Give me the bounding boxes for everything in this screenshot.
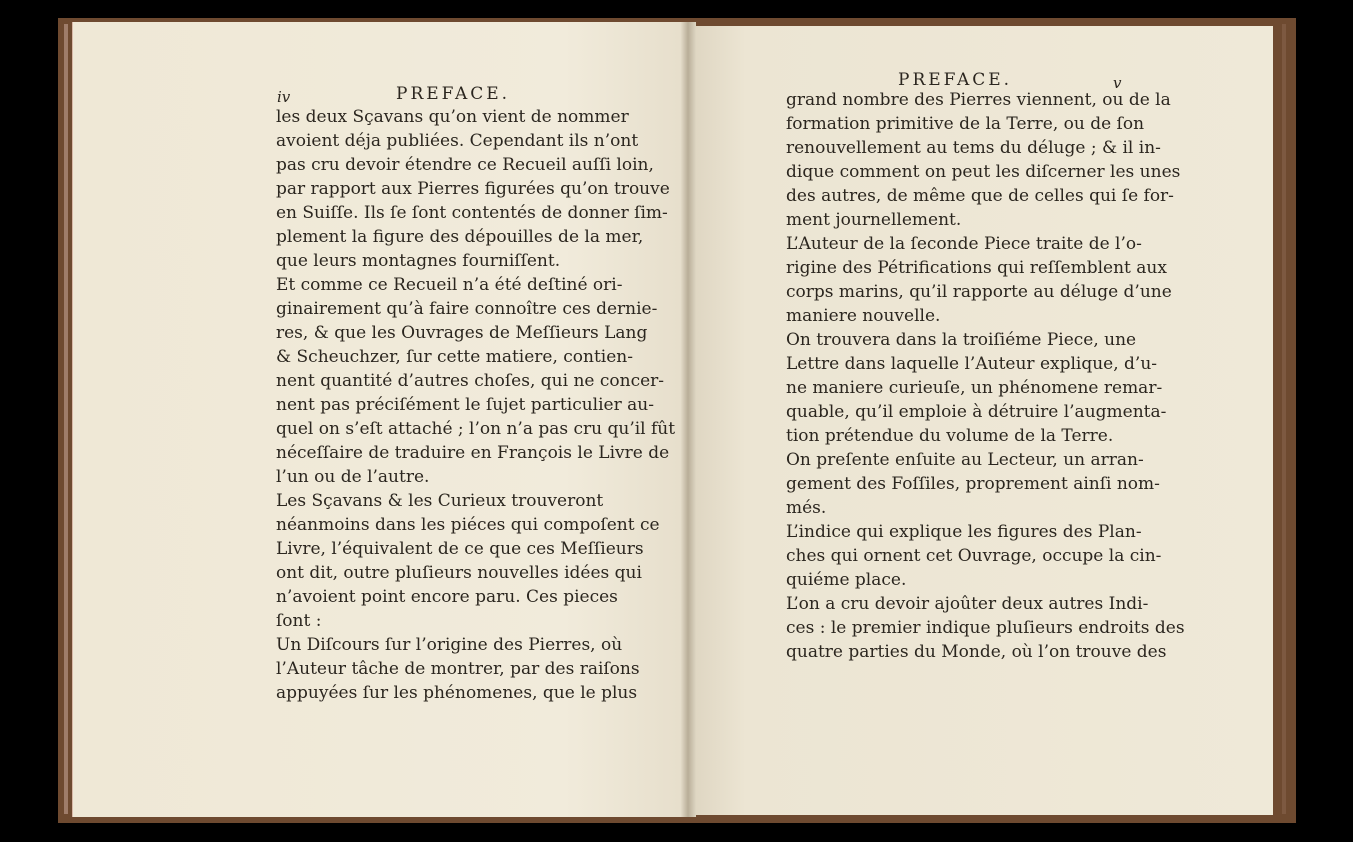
- text-line: ment journellement.: [786, 210, 962, 230]
- left-running-head: PREFACE.: [396, 84, 511, 104]
- text-line: Les Sçavans & les Curieux trouveront: [276, 491, 604, 511]
- text-line: maniere nouvelle.: [786, 306, 941, 326]
- text-line: ont dit, outre pluſieurs nouvelles idées qui: [276, 563, 642, 583]
- text-line: par rapport aux Pierres figurées qu’on trouve: [276, 179, 670, 199]
- text-line: més.: [786, 498, 827, 518]
- text-line: tion prétendue du volume de la Terre.: [786, 426, 1114, 446]
- text-line: en Suiſſe. Ils ſe ſont contentés de donner ſim-: [276, 203, 668, 223]
- text-line: Un Diſcours ſur l’origine des Pierres, où: [276, 635, 623, 655]
- right-running-head: PREFACE.: [898, 70, 1013, 90]
- text-line: des autres, de même que de celles qui ſe for-: [786, 186, 1174, 206]
- text-line: n’avoient point encore paru. Ces pieces: [276, 587, 618, 607]
- text-line: rigine des Pétrifications qui reſſemblent aux: [786, 258, 1167, 278]
- text-line: gement des Foſſiles, proprement ainſi nom-: [786, 474, 1160, 494]
- text-line: dique comment on peut les diſcerner les unes: [786, 162, 1181, 182]
- text-line: L’Auteur de la ſeconde Piece traite de l’o-: [786, 234, 1142, 254]
- text-line: néanmoins dans les piéces qui compoſent ce: [276, 515, 660, 535]
- page-edge-stack: [64, 24, 68, 814]
- text-line: plement la figure des dépouilles de la mer,: [276, 227, 644, 247]
- text-line: ginairement qu’à faire connoître ces dernie-: [276, 299, 658, 319]
- text-line: ſont :: [276, 611, 322, 631]
- text-line: res, & que les Ouvrages de Meſſieurs Lang: [276, 323, 648, 343]
- text-line: Et comme ce Recueil n’a été deſtiné ori-: [276, 275, 623, 295]
- text-line: quatre parties du Monde, où l’on trouve des: [786, 642, 1167, 662]
- text-line: avoient déja publiées. Cependant ils n’ont: [276, 131, 639, 151]
- text-line: ches qui ornent cet Ouvrage, occupe la cin-: [786, 546, 1162, 566]
- text-line: l’un ou de l’autre.: [276, 467, 430, 487]
- text-line: nent pas préciſément le ſujet particulier au-: [276, 395, 654, 415]
- text-line: pas cru devoir étendre ce Recueil auſſi loin,: [276, 155, 654, 175]
- text-line: nent quantité d’autres choſes, qui ne concer-: [276, 371, 665, 391]
- book-gutter: [680, 22, 696, 817]
- text-line: L’indice qui explique les figures des Plan-: [786, 522, 1142, 542]
- text-line: ces : le premier indique pluſieurs endroits des: [786, 618, 1185, 638]
- page-edge-stack-right: [1282, 24, 1286, 814]
- text-line: quiéme place.: [786, 570, 907, 590]
- right-folio: v: [1113, 74, 1122, 92]
- text-line: corps marins, qu’il rapporte au déluge d’une: [786, 282, 1172, 302]
- text-line: formation primitive de la Terre, ou de ſon: [786, 114, 1145, 134]
- text-line: On trouvera dans la troiſiéme Piece, une: [786, 330, 1137, 350]
- text-line: quel on s’eſt attaché ; l’on n’a pas cru qu’il fût: [276, 419, 676, 439]
- text-line: néceſſaire de traduire en François le Livre de: [276, 443, 670, 463]
- text-line: renouvellement au tems du déluge ; & il in-: [786, 138, 1161, 158]
- text-line: Livre, l’équivalent de ce que ces Meſſieurs: [276, 539, 644, 559]
- text-line: ne maniere curieuſe, un phénomene remar-: [786, 378, 1163, 398]
- left-body-text: [276, 105, 675, 705]
- text-line: L’on a cru devoir ajoûter deux autres Indi-: [786, 594, 1149, 614]
- text-line: appuyées ſur les phénomenes, que le plus: [276, 683, 638, 703]
- text-line: grand nombre des Pierres viennent, ou de la: [786, 90, 1171, 110]
- text-line: quable, qu’il emploie à détruire l’augmenta-: [786, 402, 1167, 422]
- text-line: & Scheuchzer, ſur cette matiere, contien-: [276, 347, 633, 367]
- text-line: que leurs montagnes fourniſſent.: [276, 251, 561, 271]
- left-folio: iv: [277, 88, 291, 106]
- right-body-text: [786, 88, 1185, 664]
- text-line: les deux Sçavans qu’on vient de nommer: [276, 107, 629, 127]
- text-line: Lettre dans laquelle l’Auteur explique, d’u-: [786, 354, 1158, 374]
- text-line: l’Auteur tâche de montrer, par des raiſons: [276, 659, 640, 679]
- text-line: On preſente enſuite au Lecteur, un arran-: [786, 450, 1144, 470]
